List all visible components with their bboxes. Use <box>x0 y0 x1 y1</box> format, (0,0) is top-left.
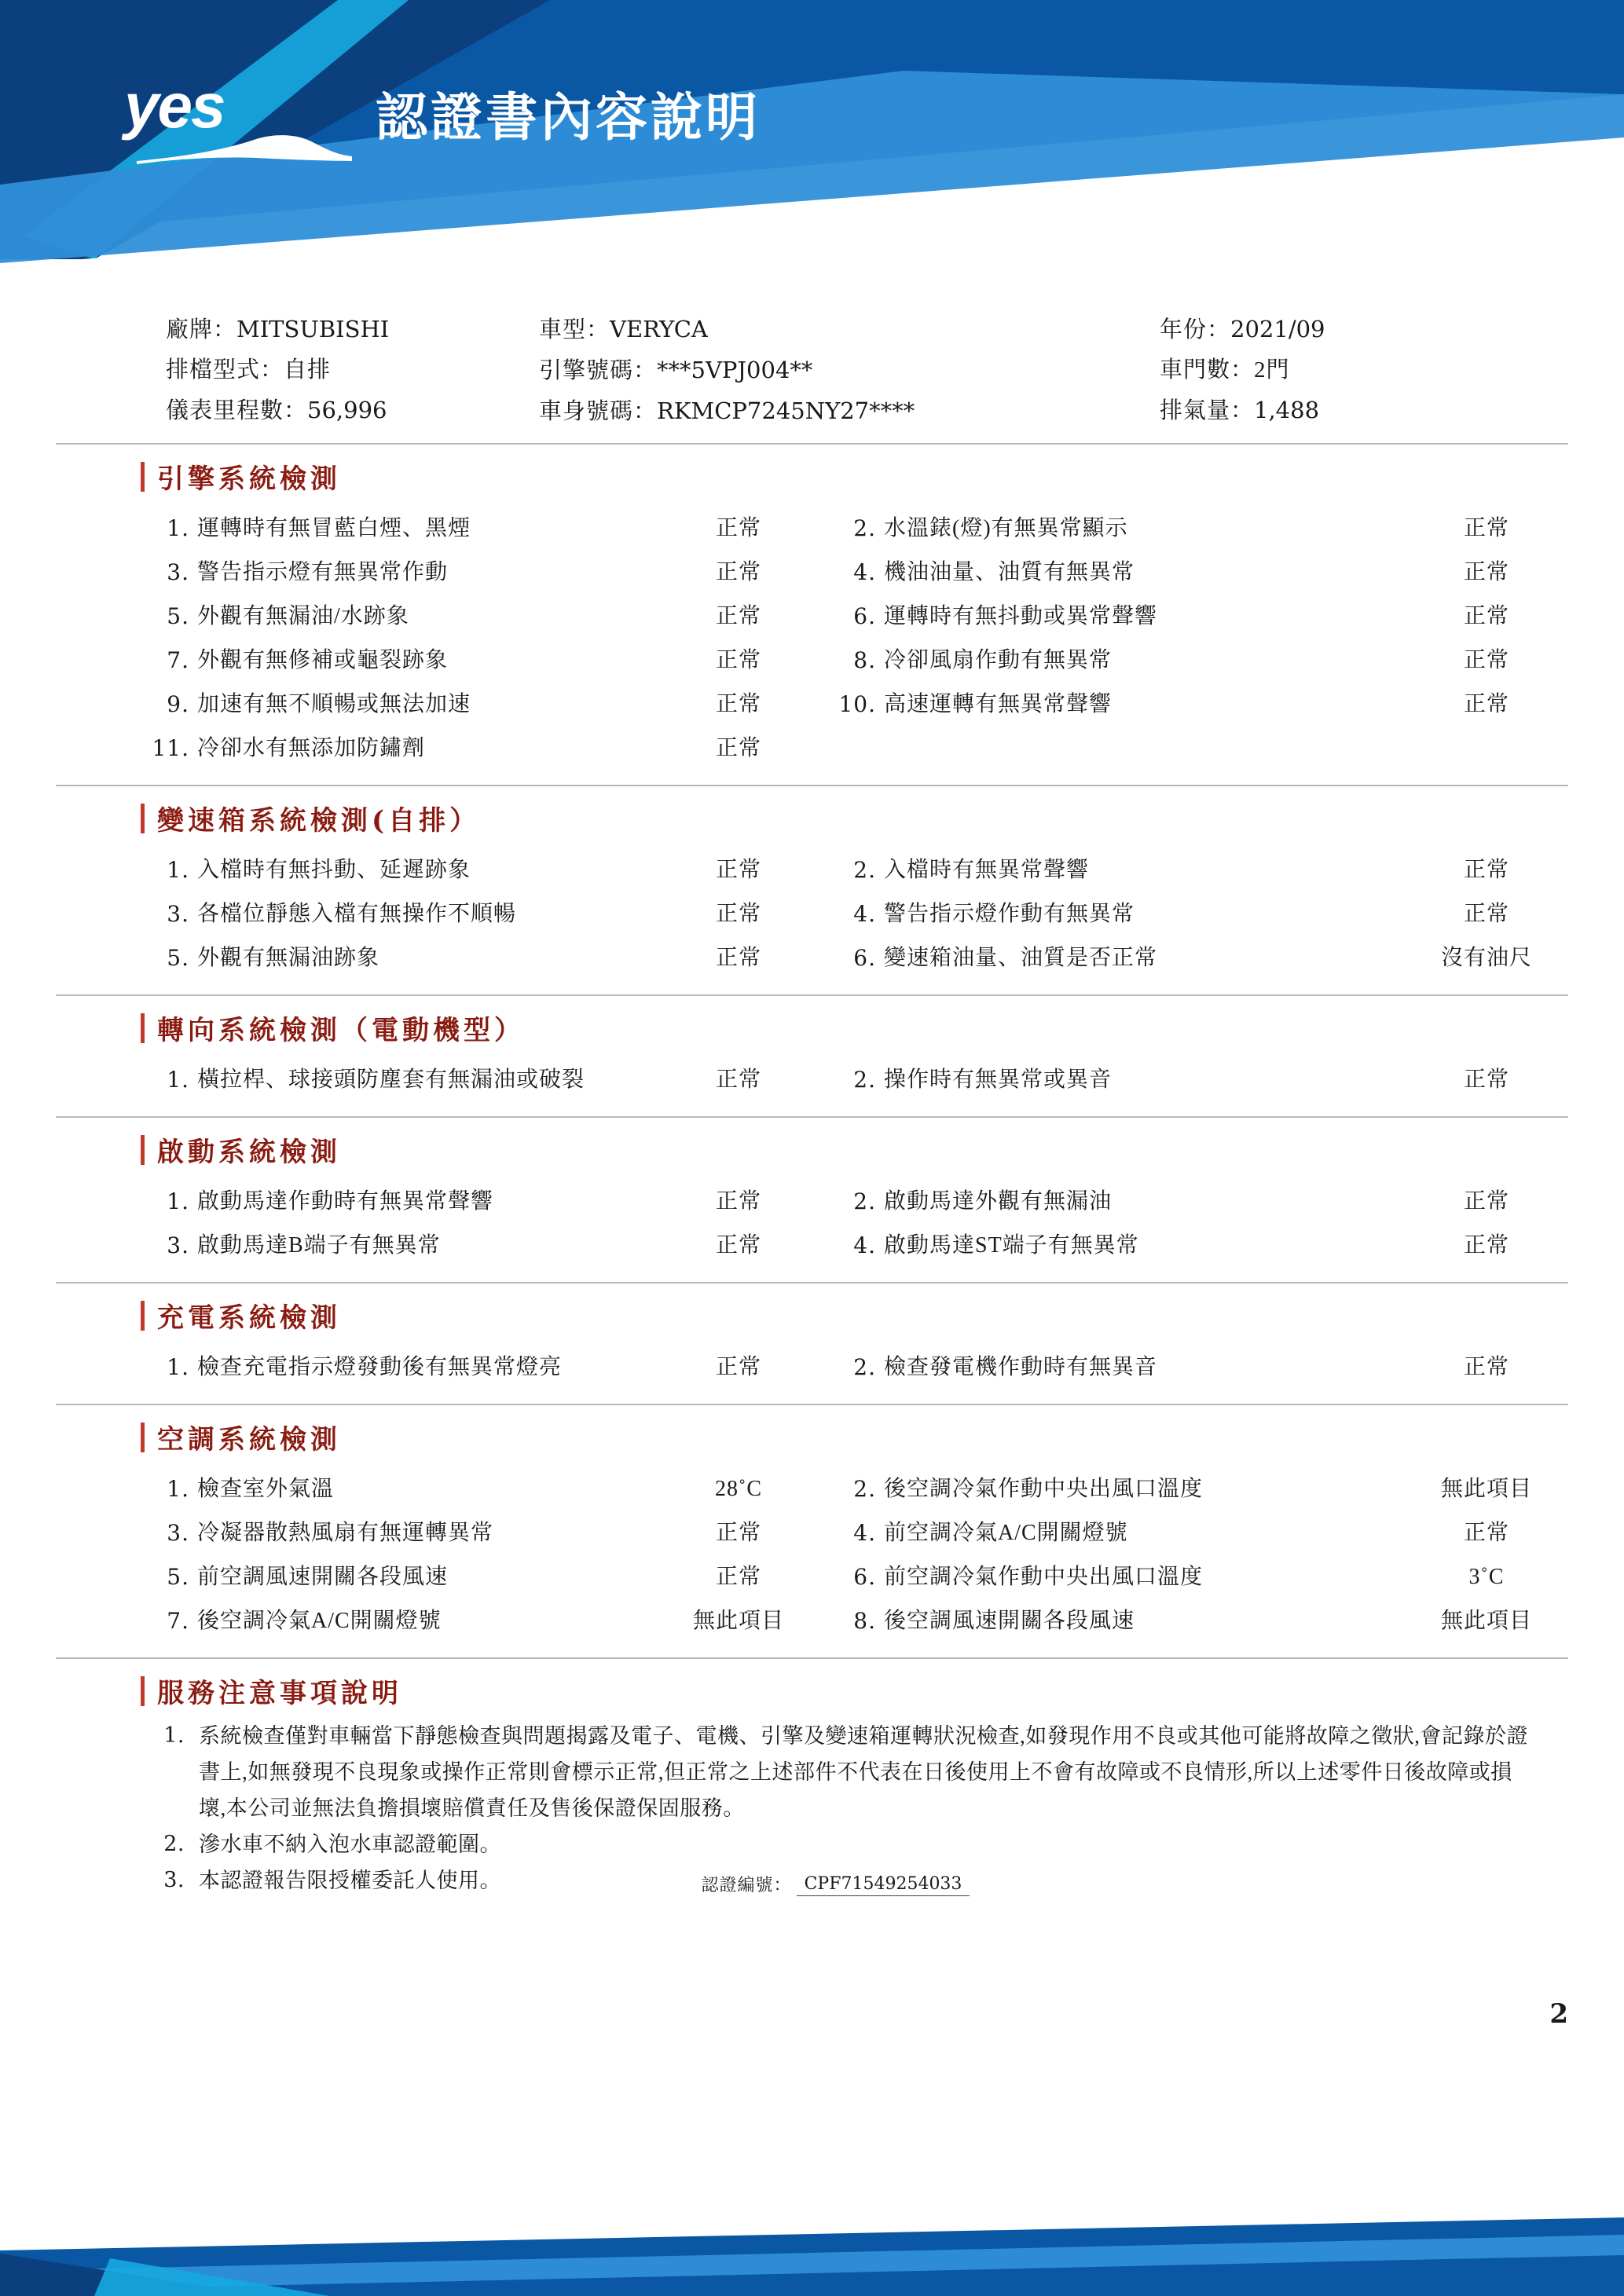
inspection-row <box>56 1180 1568 1224</box>
inspection-item <box>812 595 1567 639</box>
inspection-row <box>56 1511 1568 1555</box>
vi-value: ***5VPJ004** <box>657 357 813 383</box>
vehicle-info-row <box>1160 350 1568 390</box>
inspection-row <box>56 551 1568 595</box>
page-body <box>0 292 1624 2030</box>
item-label: 前空調風速開關各段風速 <box>197 1565 449 1589</box>
vi-value: 56,996 <box>307 397 387 423</box>
item-result: 正常 <box>1463 692 1509 716</box>
item-number: 4. <box>853 1232 876 1258</box>
inspection-item <box>812 848 1567 892</box>
vi-label: 車身號碼： <box>539 399 658 424</box>
note-number: 1. <box>163 1723 185 1748</box>
item-number: 2. <box>853 1476 876 1502</box>
item-number <box>812 727 884 771</box>
item-number: 3. <box>167 559 189 585</box>
vi-label: 儀表里程數： <box>166 398 308 423</box>
vi-label: 廠牌： <box>166 317 237 342</box>
page-number: 2 <box>1549 1998 1568 2030</box>
item-result: 正常 <box>715 1565 761 1589</box>
section-accent-bar <box>141 1301 145 1331</box>
vehicle-info-row <box>539 309 1160 350</box>
inspection-row <box>56 1599 1568 1643</box>
inspection-item <box>812 507 1567 551</box>
inspection-item <box>56 1346 812 1390</box>
item-number: 1. <box>167 1354 189 1380</box>
vehicle-info-col-2 <box>539 309 1160 432</box>
inspection-item <box>812 1511 1567 1555</box>
item-number: 2. <box>853 857 876 883</box>
item-result: 無此項目 <box>1440 1477 1532 1501</box>
item-label: 啟動馬達B端子有無異常 <box>197 1233 441 1258</box>
item-number: 4. <box>853 559 876 585</box>
page-number-area <box>56 1935 1568 2030</box>
item-result: 正常 <box>715 648 761 672</box>
item-number: 10. <box>838 691 876 717</box>
inspection-item <box>56 1058 812 1102</box>
item-label <box>884 727 1406 771</box>
inspection-item <box>812 1467 1567 1511</box>
item-result: 正常 <box>1463 648 1509 672</box>
inspection-row <box>56 683 1568 727</box>
inspection-row <box>56 507 1568 551</box>
service-notes <box>56 1657 1568 1904</box>
page-header <box>0 0 1624 292</box>
item-label: 外觀有無漏油跡象 <box>197 946 380 970</box>
item-label: 高速運轉有無異常聲響 <box>884 692 1113 716</box>
item-number: 2. <box>853 1354 876 1380</box>
inspection-section <box>56 1404 1568 1657</box>
item-result: 正常 <box>715 560 761 584</box>
item-label: 加速有無不順暢或無法加速 <box>197 692 471 716</box>
page-title: 認證書內容說明 <box>376 86 761 148</box>
section-title: 充電系統檢測 <box>157 1302 341 1334</box>
page-footer <box>0 2203 1624 2296</box>
item-number: 9. <box>167 691 189 717</box>
item-result: 3˚C <box>1468 1565 1505 1589</box>
vi-label: 排氣量： <box>1160 398 1255 423</box>
item-number: 2. <box>853 1188 876 1214</box>
item-result: 正常 <box>1463 604 1509 628</box>
item-result: 無此項目 <box>692 1609 784 1633</box>
vehicle-info-col-1 <box>56 309 539 432</box>
item-label: 機油油量、油質有無異常 <box>884 560 1135 584</box>
item-label: 運轉時有無抖動或異常聲響 <box>884 604 1158 628</box>
inspection-row <box>56 1346 1568 1390</box>
vi-value: 自排 <box>284 357 332 383</box>
item-result: 正常 <box>715 604 761 628</box>
item-label: 橫拉桿、球接頭防塵套有無漏油或破裂 <box>197 1067 585 1092</box>
section-items <box>56 1342 1568 1404</box>
item-number: 1. <box>167 1067 189 1093</box>
notes-list <box>56 1718 1568 1899</box>
item-number: 4. <box>853 1520 876 1546</box>
inspection-row <box>56 1224 1568 1268</box>
item-number: 3. <box>167 901 189 927</box>
vehicle-info-row <box>166 309 539 350</box>
inspection-item <box>812 683 1567 727</box>
item-number: 3. <box>167 1520 189 1546</box>
inspection-item <box>56 639 812 683</box>
vehicle-info-row <box>1160 390 1568 431</box>
inspection-item <box>812 1555 1567 1599</box>
item-result: 正常 <box>715 1521 761 1545</box>
vi-label: 車門數： <box>1160 357 1255 383</box>
vi-value: 1,488 <box>1254 397 1320 423</box>
item-number: 4. <box>853 901 876 927</box>
inspection-section <box>56 994 1568 1116</box>
item-result: 正常 <box>1463 560 1509 584</box>
item-number: 8. <box>853 647 876 673</box>
item-result: 正常 <box>1463 1067 1509 1092</box>
section-heading <box>56 1118 1568 1177</box>
inspection-row <box>56 848 1568 892</box>
note-text: 系統檢查僅對車輛當下靜態檢查與問題揭露及電子、電機、引擎及變速箱運轉狀況檢查,如發現作用不良或其他可能將故障之徵狀,會記錄於證書上,如無發現不良現象或操作正常則會標示正常,但正常之上述部件不代表在日後使用上不會有故障或不良情形,所以上述零件日後故障或損壞,本公司並無法負擔損壞賠償責任及售後保證保固服務。 <box>199 1724 1528 1820</box>
vi-label: 引擎號碼： <box>539 358 658 383</box>
section-accent-bar <box>141 1676 145 1706</box>
inspection-item <box>812 1599 1567 1643</box>
item-number: 1. <box>167 1476 189 1502</box>
notes-title: 服務注意事項說明 <box>157 1678 402 1709</box>
inspection-item <box>56 848 812 892</box>
item-number: 11. <box>152 735 189 761</box>
inspection-section <box>56 1282 1568 1404</box>
vi-label: 排檔型式： <box>166 357 284 383</box>
inspection-item <box>812 1224 1567 1268</box>
section-accent-bar <box>141 804 145 833</box>
inspection-item <box>812 1058 1567 1102</box>
item-number: 1. <box>167 1188 189 1214</box>
item-result: 正常 <box>715 692 761 716</box>
note-text: 本認證報告限授權委託人使用。 <box>199 1869 501 1892</box>
note-number: 3. <box>163 1868 185 1892</box>
inspection-item <box>812 727 1567 771</box>
item-result: 正常 <box>1463 516 1509 540</box>
item-result: 28˚C <box>715 1477 762 1501</box>
vi-value: MITSUBISHI <box>236 316 390 342</box>
item-result: 正常 <box>715 1233 761 1258</box>
vi-label: 年份： <box>1160 317 1231 342</box>
vi-value: VERYCA <box>610 316 708 342</box>
vehicle-info-row <box>166 390 539 431</box>
inspection-row <box>56 892 1568 936</box>
inspection-item <box>56 1599 812 1643</box>
item-label: 檢查充電指示燈發動後有無異常燈亮 <box>197 1355 563 1379</box>
section-heading <box>56 996 1568 1055</box>
inspection-item <box>812 936 1567 980</box>
inspection-item <box>812 551 1567 595</box>
item-number: 6. <box>853 1564 876 1590</box>
item-label: 水溫錶(燈)有無異常顯示 <box>884 516 1128 540</box>
section-heading <box>56 1405 1568 1464</box>
car-swoosh-icon <box>130 133 355 167</box>
item-label: 冷凝器散熱風扇有無運轉異常 <box>197 1521 494 1545</box>
item-label: 操作時有無異常或異音 <box>884 1067 1113 1092</box>
item-number: 5. <box>167 945 189 971</box>
item-result: 沒有油尺 <box>1440 946 1532 970</box>
inspection-item <box>56 892 812 936</box>
item-number: 8. <box>853 1608 876 1634</box>
section-heading <box>56 1283 1568 1342</box>
inspection-section <box>56 1116 1568 1282</box>
item-label: 前空調冷氣作動中央出風口溫度 <box>884 1565 1204 1589</box>
item-result: 正常 <box>1463 1355 1509 1379</box>
item-label: 後空調風速開關各段風速 <box>884 1609 1135 1633</box>
item-result: 正常 <box>715 858 761 882</box>
vehicle-info-row <box>539 391 1160 432</box>
note-number: 2. <box>163 1832 185 1856</box>
item-number: 7. <box>167 1608 189 1634</box>
inspection-item <box>56 1511 812 1555</box>
item-label: 警告指示燈作動有無異常 <box>884 902 1135 926</box>
inspection-item <box>56 507 812 551</box>
inspection-item <box>56 595 812 639</box>
item-number: 3. <box>167 1232 189 1258</box>
item-result: 正常 <box>1463 1521 1509 1545</box>
item-result: 正常 <box>1463 858 1509 882</box>
section-items <box>56 1055 1568 1116</box>
item-number: 1. <box>167 857 189 883</box>
vi-value: 2021/09 <box>1230 316 1325 342</box>
item-label: 冷卻風扇作動有無異常 <box>884 648 1113 672</box>
item-label: 後空調冷氣作動中央出風口溫度 <box>884 1477 1204 1501</box>
item-label: 前空調冷氣A/C開關燈號 <box>884 1521 1128 1545</box>
inspection-item <box>56 1180 812 1224</box>
vi-label: 車型： <box>539 317 610 342</box>
item-result: 正常 <box>1463 1233 1509 1258</box>
note-item <box>56 1826 1568 1862</box>
inspection-item <box>812 639 1567 683</box>
item-number: 7. <box>167 647 189 673</box>
inspection-item <box>56 1224 812 1268</box>
note-text: 滲水車不納入泡水車認證範圍。 <box>199 1833 501 1856</box>
item-result <box>1406 727 1567 771</box>
section-title: 空調系統檢測 <box>157 1424 341 1456</box>
section-title: 啟動系統檢測 <box>157 1137 341 1168</box>
item-number: 1. <box>167 515 189 541</box>
item-number: 2. <box>853 515 876 541</box>
section-heading <box>56 786 1568 845</box>
certificate-value: CPF71549254033 <box>797 1874 970 1896</box>
certificate-label: 認證編號： <box>701 1875 792 1895</box>
inspection-item <box>56 727 812 771</box>
inspection-section <box>56 785 1568 994</box>
item-label: 外觀有無漏油/水跡象 <box>197 604 409 628</box>
section-accent-bar <box>141 1423 145 1452</box>
inspection-item <box>812 1180 1567 1224</box>
item-label: 檢查發電機作動時有無異音 <box>884 1355 1158 1379</box>
section-accent-bar <box>141 1013 145 1043</box>
inspection-item <box>56 936 812 980</box>
item-label: 檢查室外氣溫 <box>197 1477 335 1501</box>
section-title: 引擎系統檢測 <box>157 463 341 495</box>
inspection-row <box>56 1467 1568 1511</box>
inspection-row <box>56 727 1568 771</box>
item-label: 運轉時有無冒藍白煙、黑煙 <box>197 516 471 540</box>
section-items <box>56 845 1568 994</box>
section-items <box>56 1177 1568 1282</box>
vehicle-info-row <box>1160 309 1568 350</box>
item-label: 後空調冷氣A/C開關燈號 <box>197 1609 442 1633</box>
inspection-row <box>56 639 1568 683</box>
item-result: 正常 <box>715 516 761 540</box>
yes-logo <box>124 71 360 161</box>
content-area <box>56 292 1568 2030</box>
inspection-row <box>56 1058 1568 1102</box>
section-title: 轉向系統檢測（電動機型） <box>157 1015 525 1046</box>
item-result: 正常 <box>715 946 761 970</box>
item-result: 正常 <box>715 902 761 926</box>
item-result: 正常 <box>715 1189 761 1214</box>
item-label: 各檔位靜態入檔有無操作不順暢 <box>197 902 517 926</box>
item-label: 啟動馬達作動時有無異常聲響 <box>197 1189 494 1214</box>
item-number: 5. <box>167 603 189 629</box>
vehicle-info-row <box>539 350 1160 391</box>
item-result: 正常 <box>715 1067 761 1092</box>
item-number: 2. <box>853 1067 876 1093</box>
item-label: 外觀有無修補或龜裂跡象 <box>197 648 449 672</box>
logo-text: yes <box>124 71 225 141</box>
section-title: 變速箱系統檢測(自排） <box>157 805 481 837</box>
inspection-item <box>812 1346 1567 1390</box>
item-label: 入檔時有無抖動、延遲跡象 <box>197 858 471 882</box>
section-accent-bar <box>141 1135 145 1165</box>
section-accent-bar <box>141 462 145 492</box>
inspection-row <box>56 936 1568 980</box>
vi-value: RKMCP7245NY27**** <box>657 397 915 424</box>
item-label: 冷卻水有無添加防鏽劑 <box>197 736 426 760</box>
inspection-row <box>56 595 1568 639</box>
inspection-item <box>812 892 1567 936</box>
section-items <box>56 504 1568 785</box>
inspection-item <box>56 1467 812 1511</box>
inspection-item <box>56 551 812 595</box>
item-result: 正常 <box>1463 902 1509 926</box>
inspection-section <box>56 443 1568 785</box>
item-result: 正常 <box>715 1355 761 1379</box>
item-label: 警告指示燈有無異常作動 <box>197 560 449 584</box>
inspection-item <box>56 683 812 727</box>
item-label: 變速箱油量、油質是否正常 <box>884 946 1158 970</box>
vi-value: 2門 <box>1254 357 1290 383</box>
item-number: 6. <box>853 945 876 971</box>
vehicle-info-col-3 <box>1160 309 1568 432</box>
section-items <box>56 1464 1568 1657</box>
vehicle-info-row <box>166 350 539 390</box>
item-result: 正常 <box>715 736 761 760</box>
item-result: 無此項目 <box>1440 1609 1532 1633</box>
item-label: 啟動馬達ST端子有無異常 <box>884 1233 1139 1258</box>
inspection-row <box>56 1555 1568 1599</box>
item-number: 6. <box>853 603 876 629</box>
item-number: 5. <box>167 1564 189 1590</box>
item-result: 正常 <box>1463 1189 1509 1214</box>
vehicle-info <box>56 292 1568 443</box>
item-label: 啟動馬達外觀有無漏油 <box>884 1189 1113 1214</box>
section-heading <box>56 445 1568 504</box>
note-item <box>56 1718 1568 1826</box>
inspection-sections <box>56 443 1568 1657</box>
item-label: 入檔時有無異常聲響 <box>884 858 1090 882</box>
notes-heading <box>56 1659 1568 1718</box>
inspection-item <box>56 1555 812 1599</box>
